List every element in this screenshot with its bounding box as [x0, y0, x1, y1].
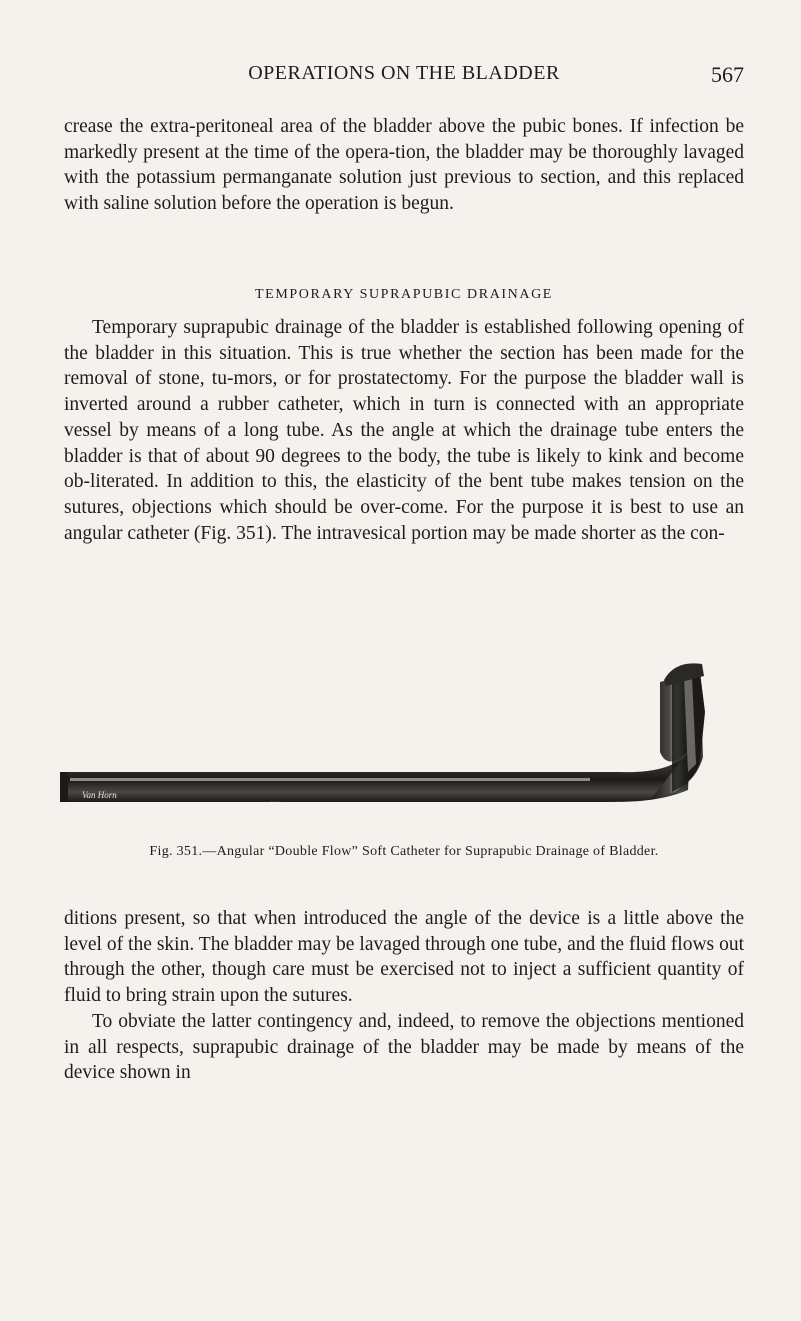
text-block-section [64, 315, 744, 546]
caption-text: Fig. 351.—Angular “Double Flow” Soft Catheter for Suprapubic Drainage of Bladder. [149, 844, 659, 859]
paragraph-drainage: Temporary suprapubic drainage of the bladder is established following opening of the bladder in this situation. This is true whether the section has been made for the removal of stone, tu-mors, or for prostatectomy. For the purpose the bladder wall is inverted around a rubber catheter, which in turn is connected with an appropriate vessel by means of a long tube. As the angle at which the drainage tube enters the bladder is that of about 90 degrees to the body, the tube is likely to kink and become ob-literated. In addition to this, the elasticity of the bent tube makes tension on the sutures, objections which should be over-come. For the purpose it is best to use an angular catheter (Fig. 351). The intravesical portion may be made shorter as the con- [64, 317, 744, 544]
page-number: 567 [711, 62, 744, 87]
figure-caption [64, 843, 744, 861]
figure-catheter [60, 652, 750, 802]
paragraph-conditions: ditions present, so that when introduced the angle of the device is a little above the level of the skin. The bladder may be lavaged through one tube, and the fluid flows out through the other, though care must be exercised not to inject a sufficient quantity of fluid to bring strain upon the sutures. [64, 908, 744, 1007]
paragraph-obviate: To obviate the latter contingency and, indeed, to remove the objections mentioned in all respects, suprapubic drainage of the bladder may be made by means of the device shown in [64, 1010, 744, 1084]
running-head: OPERATIONS ON THE BLADDER [248, 62, 560, 84]
engraver-mark: Van Horn [82, 790, 117, 800]
catheter-illustration [60, 652, 750, 802]
text-block-top [64, 114, 744, 217]
catheter-horizontal-tube [64, 752, 690, 802]
section-heading: TEMPORARY SUPRAPUBIC DRAINAGE [255, 287, 553, 302]
text-block-bottom [64, 906, 744, 1086]
page-header [64, 62, 744, 90]
paragraph-continuation: crease the extra-peritoneal area of the bladder above the pubic bones. If infection be markedly present at the time of the opera-tion, the bladder may be thoroughly lavaged with the potassium permanganate solution just previous to section, and this replaced with saline solution before the operation is begun. [64, 116, 744, 215]
